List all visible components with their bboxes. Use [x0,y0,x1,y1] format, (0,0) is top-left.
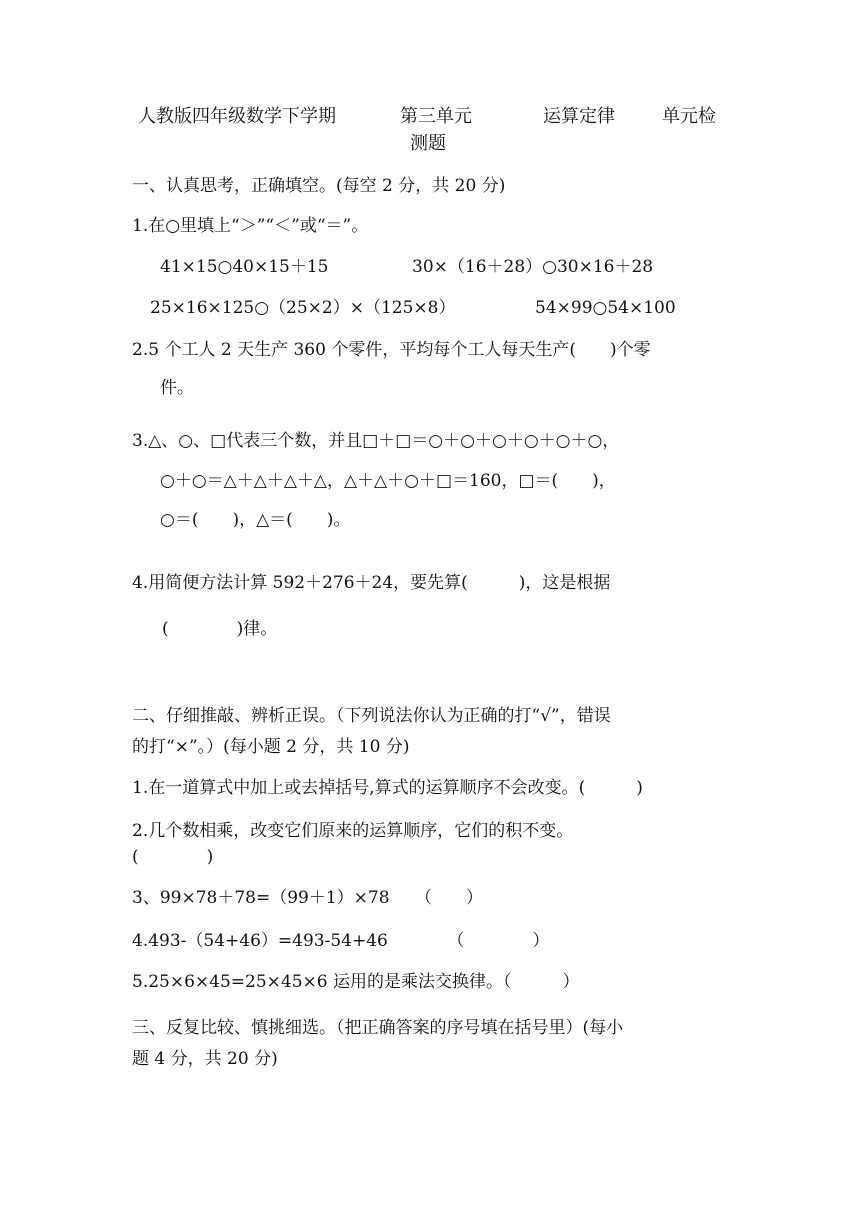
q1-expr-3: 25×16×125○（25×2）×（125×8） [150,298,456,318]
q2-line-1: 2.5 个工人 2 天生产 360 个零件，平均每个工人每天生产( )个零 [132,340,651,360]
title-part-1: 人教版四年级数学下学期 [138,106,336,127]
section3-heading-line-1: 三、反复比较、慎挑细选。（把正确答案的序号填在括号里）(每小 [132,1018,624,1038]
section1-heading: 一、认真思考，正确填空。(每空 2 分，共 20 分) [132,176,506,196]
s2-item-5: 5.25×6×45=25×45×6 运用的是乘法交换律。（ ） [132,972,580,992]
q3-line-1: 3.△、○、□代表三个数，并且□＋□＝○＋○＋○＋○＋○＋○， [132,431,620,451]
q1-expr-1: 41×15○40×15＋15 [160,257,329,277]
q4-line-1: 4.用简便方法计算 592＋276＋24，要先算( )，这是根据 [132,573,611,593]
q4-line-2: ( )律。 [162,619,278,639]
s2-item-1: 1.在一道算式中加上或去掉括号,算式的运算顺序不会改变。( ) [132,778,643,798]
title-part-3: 运算定律 [543,106,615,127]
q2-line-2: 件。 [160,378,194,398]
section2-heading-line-1: 二、仔细推敲、辨析正误。（下列说法你认为正确的打“√”，错误 [132,706,611,726]
q3-line-3: ○＝( )，△＝( )。 [160,510,351,530]
q1-expr-4: 54×99○54×100 [535,298,676,318]
s2-item-2-bracket: ( ) [132,847,214,867]
q1-expr-2: 30×（16＋28）○30×16＋28 [412,257,654,277]
section3-heading-line-2: 题 4 分，共 20 分) [132,1049,278,1069]
s2-item-4: 4.493-（54+46）=493-54+46 （ ） [132,931,550,951]
title-part-4: 单元检 [662,106,716,127]
s2-item-3: 3、99×78＋78=（99＋1）×78 （ ） [132,888,484,908]
q3-line-2: ○＋○＝△＋△＋△＋△，△＋△＋○＋□＝160，□＝( )， [160,471,616,491]
q1-text: 1.在○里填上“＞”“＜”或“＝”。 [132,216,369,236]
section2-heading-line-2: 的打“×”。）(每小题 2 分，共 10 分) [132,737,410,757]
title-line-2: 测题 [410,133,446,154]
title-part-2: 第三单元 [400,106,472,127]
s2-item-2: 2.几个数相乘，改变它们原来的运算顺序，它们的积不变。 [132,821,574,841]
